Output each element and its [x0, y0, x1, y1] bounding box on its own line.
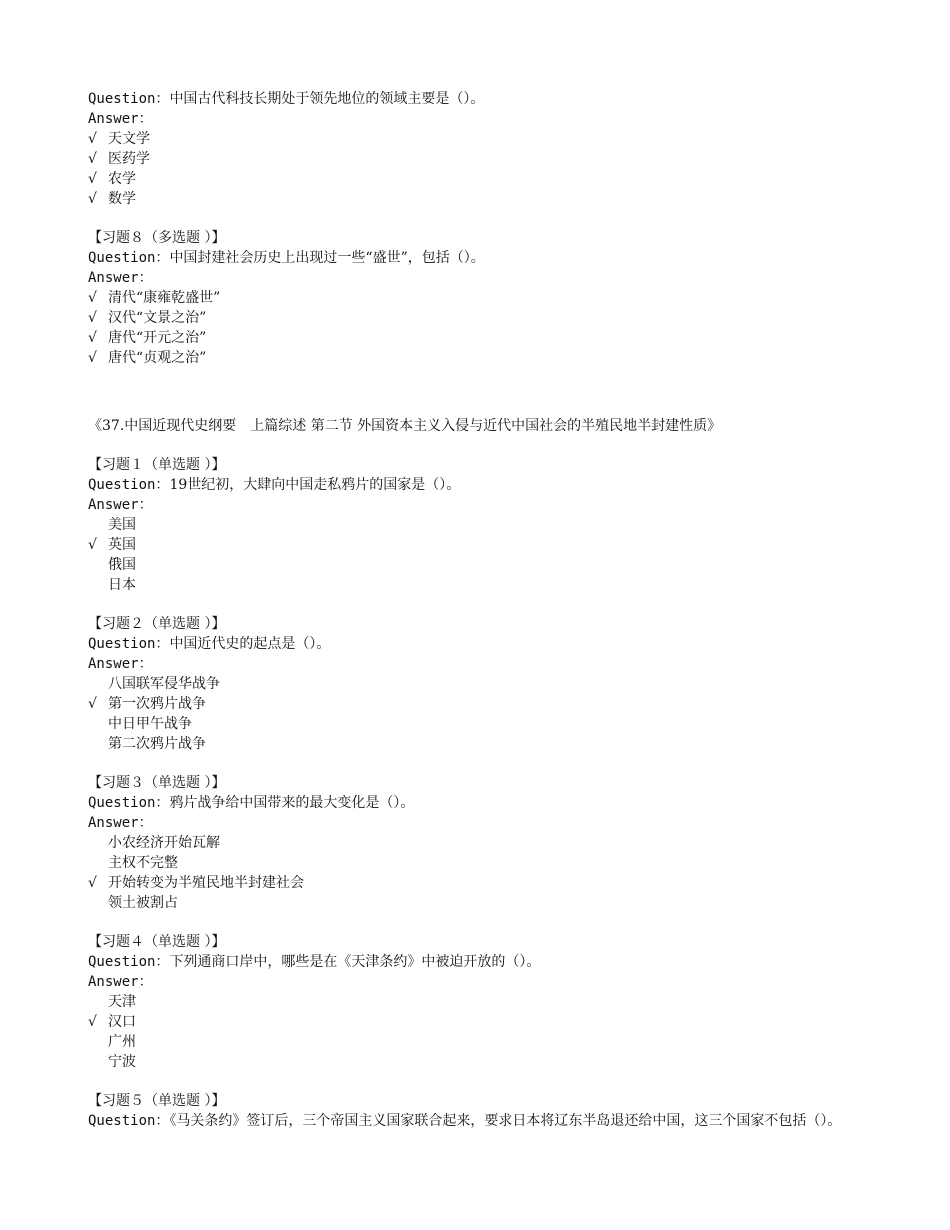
answer-option [88, 288, 878, 308]
answer-label: Answer： [88, 974, 153, 990]
option-text: 第二次鸦片战争 [108, 736, 206, 752]
answer-label: Answer： [88, 497, 153, 513]
answer-option [88, 714, 878, 734]
option-text: 美国 [108, 517, 136, 533]
question-text: 19世纪初，大肆向中国走私鸦片的国家是（）。 [169, 477, 461, 493]
check-mark-icon: √ [88, 290, 97, 306]
answer-option [88, 555, 878, 575]
option-text: 天津 [108, 994, 136, 1010]
option-bullet-space [88, 833, 108, 853]
question-label: Question： [88, 477, 170, 493]
option-bullet-space [88, 734, 108, 754]
answer-option [88, 833, 878, 853]
option-text: 天文学 [108, 131, 150, 147]
option-text: 主权不完整 [108, 855, 178, 871]
option-text: 汉代“文景之治” [108, 310, 207, 326]
answer-option [88, 169, 878, 189]
answer-label: Answer： [88, 656, 153, 672]
answer-option [88, 853, 878, 873]
question-text: 《马关条约》签订后，三个帝国主义国家联合起来，要求日本将辽东半岛退还给中国，这三个国家不包括（）。 [169, 1113, 842, 1129]
question-line [88, 1111, 878, 1131]
check-mark-icon: √ [88, 191, 97, 207]
answer-option [88, 893, 878, 913]
check-mark-icon: √ [88, 875, 97, 891]
answer-option [88, 1052, 878, 1072]
check-mark-icon: √ [88, 696, 97, 712]
option-text: 医药学 [108, 151, 150, 167]
option-text: 清代“康雍乾盛世” [108, 290, 221, 306]
answer-option [88, 129, 878, 149]
check-mark-icon: √ [88, 330, 97, 346]
exercise-1 [88, 455, 878, 595]
answer-option [88, 328, 878, 348]
question-text: 中国封建社会历史上出现过一些“盛世”，包括（）。 [169, 250, 485, 266]
option-text: 农学 [108, 171, 136, 187]
answer-option [88, 348, 878, 368]
answer-label: Answer： [88, 111, 153, 127]
answer-option [88, 674, 878, 694]
answer-option [88, 308, 878, 328]
question-line [88, 89, 878, 109]
answer-option [88, 1012, 878, 1032]
question-label: Question： [88, 91, 170, 107]
question-line [88, 475, 878, 495]
document-page [88, 89, 878, 1131]
question-block-continued [88, 89, 878, 209]
answer-option [88, 873, 878, 893]
option-text: 唐代“贞观之治” [108, 350, 207, 366]
answer-label: Answer： [88, 815, 153, 831]
answer-option [88, 149, 878, 169]
question-label: Question： [88, 636, 170, 652]
option-text: 中日甲午战争 [108, 716, 192, 732]
exercise-header: 【习题３（单选题 ）】 [88, 775, 226, 791]
option-text: 唐代“开元之治” [108, 330, 207, 346]
option-text: 第一次鸦片战争 [108, 696, 206, 712]
exercise-8 [88, 228, 878, 368]
answer-options [88, 515, 878, 595]
answer-option [88, 734, 878, 754]
answer-option [88, 1032, 878, 1052]
option-bullet-space [88, 1052, 108, 1072]
question-line [88, 952, 878, 972]
check-mark-icon: √ [88, 537, 97, 553]
question-line [88, 793, 878, 813]
answer-label: Answer： [88, 270, 153, 286]
question-text: 鸦片战争给中国带来的最大变化是（）。 [169, 795, 415, 811]
answer-option [88, 575, 878, 595]
question-text: 中国近代史的起点是（）。 [169, 636, 331, 652]
option-bullet-space [88, 1032, 108, 1052]
option-text: 英国 [108, 537, 136, 553]
check-mark-icon: √ [88, 151, 97, 167]
answer-option [88, 515, 878, 535]
exercise-list [88, 455, 878, 1091]
option-text: 宁波 [108, 1054, 136, 1070]
chapter-title: 《37.中国近现代史纲要 上篇综述 第二节 外国资本主义入侵与近代中国社会的半殖民地半封建性质》 [88, 418, 722, 434]
answer-options [88, 992, 878, 1072]
question-label: Question： [88, 954, 170, 970]
question-line [88, 634, 878, 654]
check-mark-icon: √ [88, 131, 97, 147]
exercise-2 [88, 614, 878, 754]
option-bullet-space [88, 515, 108, 535]
answer-options [88, 288, 878, 368]
question-label: Question： [88, 1113, 170, 1129]
option-bullet-space [88, 674, 108, 694]
question-line [88, 248, 878, 268]
question-text: 中国古代科技长期处于领先地位的领域主要是（）。 [169, 91, 485, 107]
check-mark-icon: √ [88, 171, 97, 187]
exercise-4 [88, 932, 878, 1072]
question-label: Question： [88, 250, 170, 266]
exercise-header: 【习题４（单选题 ）】 [88, 934, 226, 950]
option-text: 小农经济开始瓦解 [108, 835, 220, 851]
answer-option [88, 189, 878, 209]
answer-option [88, 535, 878, 555]
check-mark-icon: √ [88, 350, 97, 366]
exercise-header: 【习题２（单选题 ）】 [88, 616, 226, 632]
option-bullet-space [88, 555, 108, 575]
answer-options [88, 129, 878, 209]
question-text: 下列通商口岸中，哪些是在《天津条约》中被迫开放的（）。 [169, 954, 541, 970]
option-bullet-space [88, 575, 108, 595]
option-bullet-space [88, 893, 108, 913]
option-text: 日本 [108, 577, 136, 593]
option-bullet-space [88, 992, 108, 1012]
option-text: 广州 [108, 1034, 136, 1050]
exercise-header: 【习题５（单选题 ）】 [88, 1093, 226, 1109]
option-text: 俄国 [108, 557, 136, 573]
answer-option [88, 694, 878, 714]
option-text: 八国联军侵华战争 [108, 676, 220, 692]
option-text: 开始转变为半殖民地半封建社会 [108, 875, 304, 891]
exercise-5 [88, 1091, 878, 1131]
check-mark-icon: √ [88, 310, 97, 326]
option-bullet-space [88, 714, 108, 734]
answer-options [88, 833, 878, 913]
exercise-header: 【习题８（多选题 ）】 [88, 230, 226, 246]
option-text: 汉口 [108, 1014, 136, 1030]
exercise-3 [88, 773, 878, 913]
question-label: Question： [88, 795, 170, 811]
check-mark-icon: √ [88, 1014, 97, 1030]
exercise-header: 【习题１（单选题 ）】 [88, 457, 226, 473]
option-text: 数学 [108, 191, 136, 207]
option-text: 领土被割占 [108, 895, 178, 911]
answer-options [88, 674, 878, 754]
answer-option [88, 992, 878, 1012]
option-bullet-space [88, 853, 108, 873]
